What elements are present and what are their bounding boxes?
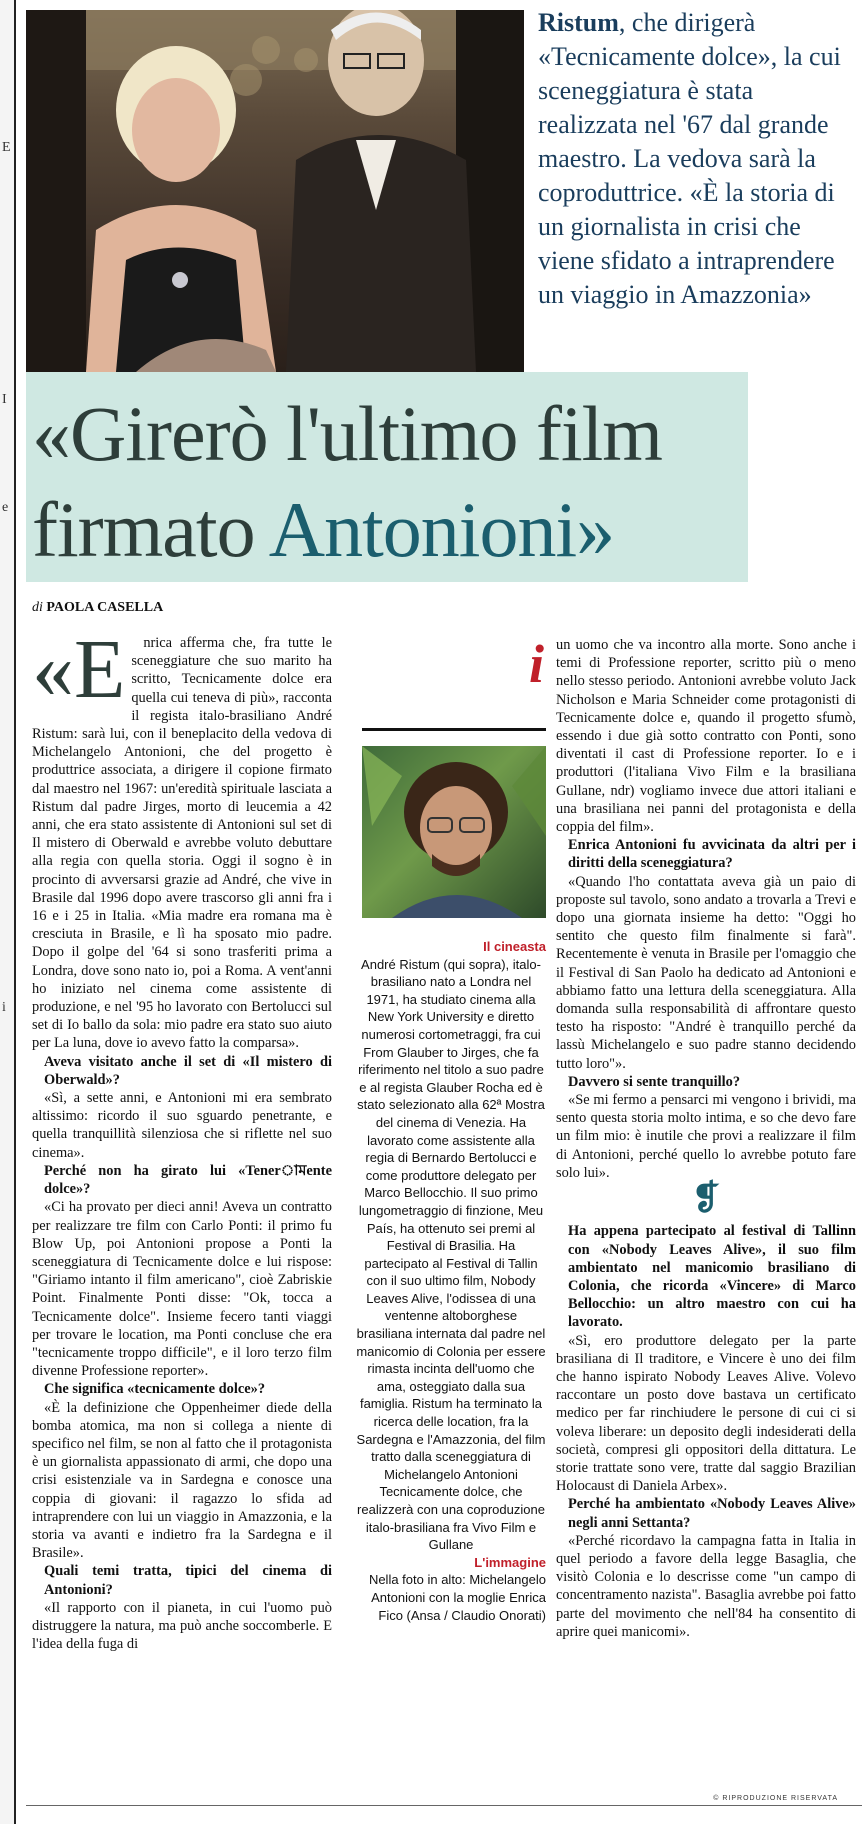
interview-question: Perché ha ambientato «Nobody Leaves Alive» negli anni Settanta?	[568, 1496, 856, 1531]
portrait-andre-ristum	[362, 746, 546, 918]
sidebar-column	[356, 938, 546, 1624]
article-paragraph: «Sì, a sette anni, e Antonioni mi era sembrato altissimo: ricordo il suo sguardo penetrante, e quella tranquillità silenziosa che si riflette nel suo cinema».	[32, 1090, 332, 1161]
article-paragraph: «Ci ha provato per dieci anni! Aveva un contratto per realizzare tre film con Carlo Ponti: il primo fu Blow Up, poi Antonioni propose a Ponti la sceneggiatura di Tecnicamente dolce e lui rispose: "Giriamo intanto il film americano", cioè Zabriskie Point. Finalmente Ponti disse: "Ok, tocca a Tecnicamente dolce". Insieme fecero tanti viaggi per trovare le location, ma Ponti concluse che era "tecnicamente troppo difficile", e il loro terzo film divenne Professione reporter».	[32, 1199, 332, 1380]
section-break-icon: ❡	[691, 1180, 721, 1218]
info-icon: i	[528, 634, 544, 694]
article-paragraph: «È la definizione che Oppenheimer diede della bomba atomica, ma non si collega a niente di specifico nel film, se non al fatto che il protagonista è un giornalista appassionato di armi, che dopo una crisi esistenziale va in Sardegna e conosce una coppia di giovani: il ragazzo lo sfida ad intraprendere con lui un viaggio in Amazzonia, e la storia va avanti e indietro fra la Sardegna e il Brasile».	[32, 1399, 332, 1562]
article-column-1	[32, 623, 332, 1653]
sidebar-cineasta-text: André Ristum (qui sopra), italo-brasiliano nato a Londra nel 1971, ha studiato cinema alla New York University e diretto numerosi cortometraggi, fra cui From Glauber to Jirges, che fa riferimento nel titolo a suo padre e al regista Glauber Rocha ed è stato selezionato alla 62ª Mostra del cinema di Venezia. Ha lavorato come assistente alla regia di Bernardo Bertolucci e come produttore delegato per Marco Bellocchio. Il suo primo lungometraggio di finzione, Meu País, ha ottenuto sei premi al Festival di Brasilia. Ha partecipato al Festival di Tallin con il suo ultimo film, Nobody Leaves Alive, l'odissea di una ventenne altoborghese brasiliana internata dal padre nel manicomio di Colonia per essere rimasta incinta dell'uomo che ama, osteggiato dalla sua famiglia. Ristum ha terminato la ricerca delle location, fra la Sardegna e l'Amazzonia, del film tratto dalla sceneggiatura di Michelangelo Antonioni Tecnicamente dolce, che realizzerà con una coproduzione italo-brasiliana fra Vivo Film e Gullane	[356, 956, 546, 1553]
interview-question: Aveva visitato anche il set di «Il mistero di Oberwald»?	[44, 1053, 332, 1088]
sidebar-cineasta-heading: Il cineasta	[483, 939, 546, 954]
lede-text: , che dirigerà «Tecnicamente dolce», la cui sceneggiatura è stata realizzata nel '67 dal grande maestro. La vedova sarà la coproduttrice. «È la storia di un giornalista in crisi che viene sfidato a intraprendere un viaggio in Amazzonia»	[538, 8, 841, 309]
dropcap: «E	[32, 623, 126, 716]
byline-prefix: di	[32, 600, 43, 615]
article-lede	[538, 6, 858, 312]
lede-bold-name: Ristum	[538, 8, 619, 37]
headline-line-2	[32, 482, 792, 578]
column-1-body	[32, 623, 332, 1653]
article-page	[26, 0, 862, 1824]
article-paragraph: «Sì, ero produttore delegato per la parte brasiliana di Il traditore, e Vincere è uno dei film che hanno ispirato Nobody Leaves Alive. Volevo raccontare un posto dove bastava un certificato medico per far rinchiudere le persone di cui ci si voleva liberare: un deposito degli indesiderati della società, compresi gli oppositori della dittatura. Le storie trattate sono vere, tratte dal saggio Brazilian Holocaust di Daniela Arbex».	[556, 1332, 856, 1495]
column-3-body-a	[556, 636, 856, 1182]
article-paragraph: «Se mi fermo a pensarci mi vengono i brividi, ma sento questa storia molto intima, e so che devo fare un film mio: è inutile che provi a realizzare il film di Antonioni, perché quello lo avrebbe potuto fare solo lui».	[556, 1092, 856, 1181]
interview-question: Perché non ha girato lui «Tenerামente dolce»?	[44, 1162, 332, 1198]
article-paragraph: «Quando l'ho contattata aveva già un paio di proposte sul tavolo, sono andato a trovarla a Trevi e dopo una giornata insieme ha detto: "Oggi ho sentito che questo film finalmente si farà". Recentemente è venuta in Brasile per l'omaggio che il Festival di San Paolo ha dedicato ad Antonioni e abbiamo fatto una lettura della sceneggiatura. Alla domanda sulla responsabilità di affrontare questo testo ha risposto: "André è tranquillo perché da lassù Michelangelo e suo padre stanno decidendo tutto loro"».	[556, 873, 856, 1072]
headline	[32, 386, 792, 578]
headline-line-2-accent: Antonioni»	[268, 486, 615, 573]
article-paragraph: nrica afferma che, fra tutte le sceneggiature che suo marito ha scritto, Tecnicamente dolce era quella cui teneva di più», racconta il regista italo-brasiliano André Ristum: sarà lui, con il beneplacito della vedova di Michelangelo Antonioni, che del progetto è produttrice associata, a dirigere il copione firmato dal maestro nel 1967: un'eredità spirituale lasciata a Ristum dal padre Jirges, morto di leucemia a 42 anni, che era stato assistente di Antonioni sul set di Il mistero di Oberwald e avrebbe voluto debuttare alla regia con quella storia. Oggi il sogno è in procinto di avversarsi grazie ad André, che vive in Brasile dal 1996 dopo avere trascorso gli anni fra i 16 e i 25 in Italia. «Mia madre era romana ma è cresciuta in Brasile, e lì ha sposato mio padre. Dopo il golpe del '64 si sono trasferiti prima a Londra, dove sono nato io, poi a Roma. A vent'anni ho iniziato nel cinema come assistente di produzione, e nel '95 ho lavorato con Bertolucci sul set di Io ballo da sola: mio padre era stato suo aiuto per La luna, dove io avevo fatto la comparsa».	[32, 635, 332, 1052]
sidebar-immagine-heading: L'immagine	[474, 1554, 546, 1570]
byline-author: PAOLA CASELLA	[46, 600, 164, 615]
article-paragraph: «Perché ricordavo la campagna fatta in Italia in quel periodo a favore della legge Basaglia, che visitò Colonia e lo descrisse come "un campo di concentramento nazista". Basaglia avrebbe poi fatto parte del movimento che nell'84 ha consentito di aprire quei manicomi».	[556, 1532, 856, 1640]
article-paragraph: un uomo che va incontro alla morte. Sono anche i temi di Professione reporter, scritto più o meno nello stesso periodo. Antonioni avrebbe voluto Jack Nicholson e Maria Schneider come protagonisti di Tecnicamente dolce e, quando il progetto sfumò, essendo i due già sotto contratto con Ponti, sono diventati il cast di Professione reporter. Io e i produttori (l'italiana Vivo Film e la brasiliana Gullane, ndr) vogliamo invece due attori italiani e una brasiliana nei panni del protagonista e della coppia del film».	[556, 637, 856, 836]
article-paragraph: «Il rapporto con il pianeta, in cui l'uomo può distruggere la natura, ma può anche soccomberle. E l'idea della fuga di	[32, 1599, 332, 1653]
interview-question: Quali temi tratta, tipici del cinema di Antonioni?	[44, 1563, 332, 1598]
sidebar-rule	[362, 728, 546, 731]
byline	[32, 600, 163, 616]
adjacent-page-edge: E I e i	[0, 0, 16, 1824]
photo-antonioni-couple	[26, 10, 524, 372]
interview-question: Che significa «tecnicamente dolce»?	[44, 1381, 266, 1398]
headline-line-1: «Girerò l'ultimo film	[32, 390, 662, 477]
article-column-3	[556, 636, 856, 1641]
sidebar-immagine-text: Nella foto in alto: Michelangelo Antonioni con la moglie Enrica Fico (Ansa / Claudio Onorati)	[368, 1572, 546, 1623]
interview-question: Ha appena partecipato al festival di Tallinn con «Nobody Leaves Alive», il suo film ambientato nel manicomio brasiliano di Colonia, che ricorda «Vincere» di Marco Bellocchio: un altro maestro con cui ha lavorato.	[568, 1223, 856, 1331]
bottom-rule	[26, 1805, 862, 1806]
column-3-body-b	[556, 1222, 856, 1641]
interview-question: Enrica Antonioni fu avvicinata da altri per i diritti della sceneggiatura?	[568, 837, 856, 872]
interview-question: Davvero si sente tranquillo?	[568, 1073, 741, 1090]
headline-line-2-prefix: firmato	[32, 486, 269, 573]
copyright-notice: © RIPRODUZIONE RISERVATA	[713, 1795, 838, 1802]
